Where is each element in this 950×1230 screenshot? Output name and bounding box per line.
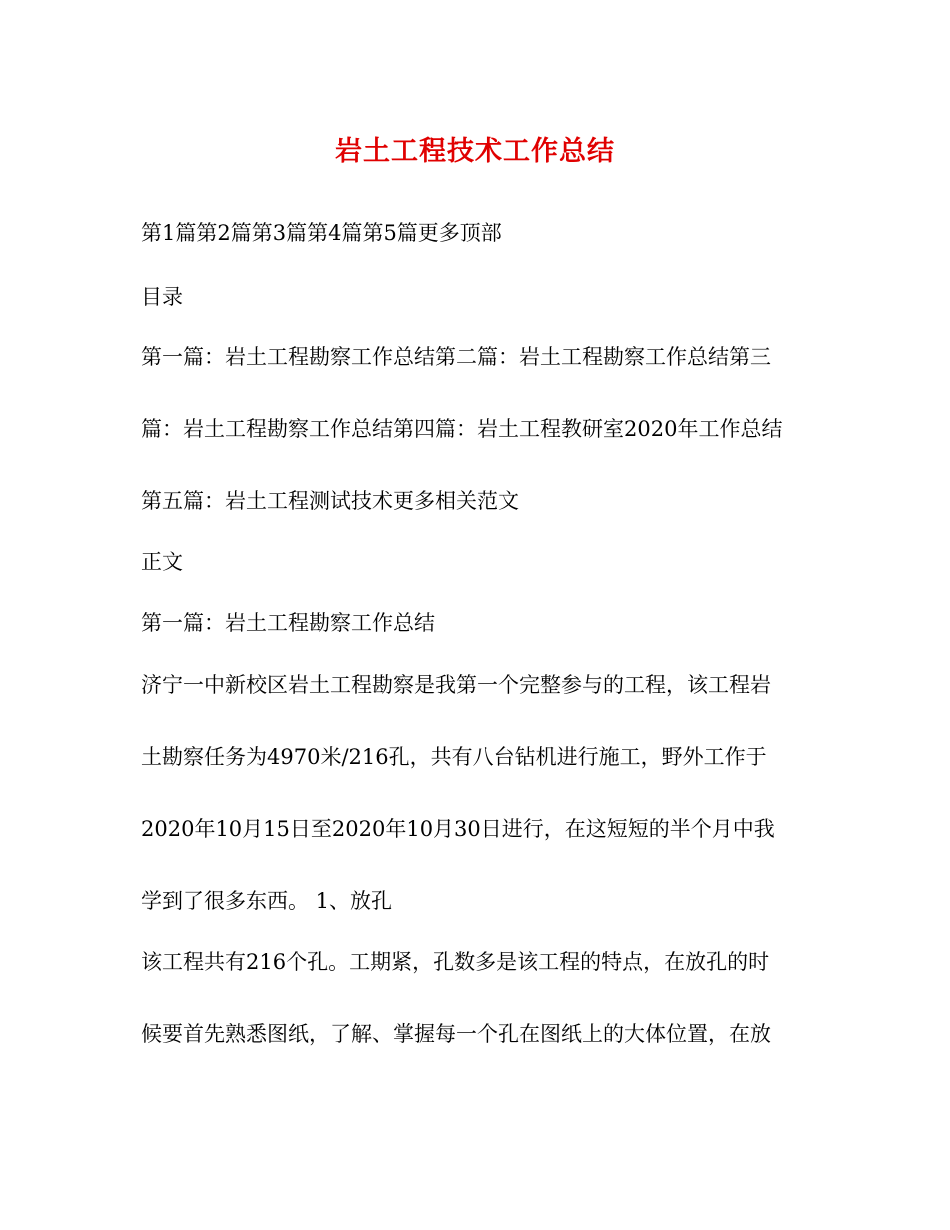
- body-heading: 正文: [141, 550, 183, 574]
- toc-heading: 目录: [141, 285, 183, 309]
- nav-links-line: 第1篇第2篇第3篇第4篇第5篇更多顶部: [141, 221, 502, 245]
- paragraph-line: 济宁一中新校区岩土工程勘察是我第一个完整参与的工程，该工程岩: [141, 673, 771, 697]
- paragraph-line: 2020年10月15日至2020年10月30日进行，在这短短的半个月中我: [141, 817, 775, 841]
- section-heading: 第一篇：岩土工程勘察工作总结: [141, 611, 435, 635]
- toc-line-3: 第五篇：岩土工程测试技术更多相关范文: [141, 489, 519, 513]
- paragraph-line: 学到了很多东西。 1、放孔: [141, 889, 393, 913]
- toc-line-1: 第一篇：岩土工程勘察工作总结第二篇：岩土工程勘察工作总结第三: [141, 345, 771, 369]
- paragraph-line: 候要首先熟悉图纸，了解、掌握每一个孔在图纸上的大体位置，在放: [141, 1022, 771, 1046]
- toc-line-2: 篇：岩土工程勘察工作总结第四篇：岩土工程教研室2020年工作总结: [141, 417, 783, 441]
- paragraph-line: 土勘察任务为4970米/216孔，共有八台钻机进行施工，野外工作于: [141, 745, 767, 769]
- paragraph-line: 该工程共有216个孔。工期紧，孔数多是该工程的特点，在放孔的时: [141, 950, 770, 974]
- document-title: 岩土工程技术工作总结: [335, 136, 615, 167]
